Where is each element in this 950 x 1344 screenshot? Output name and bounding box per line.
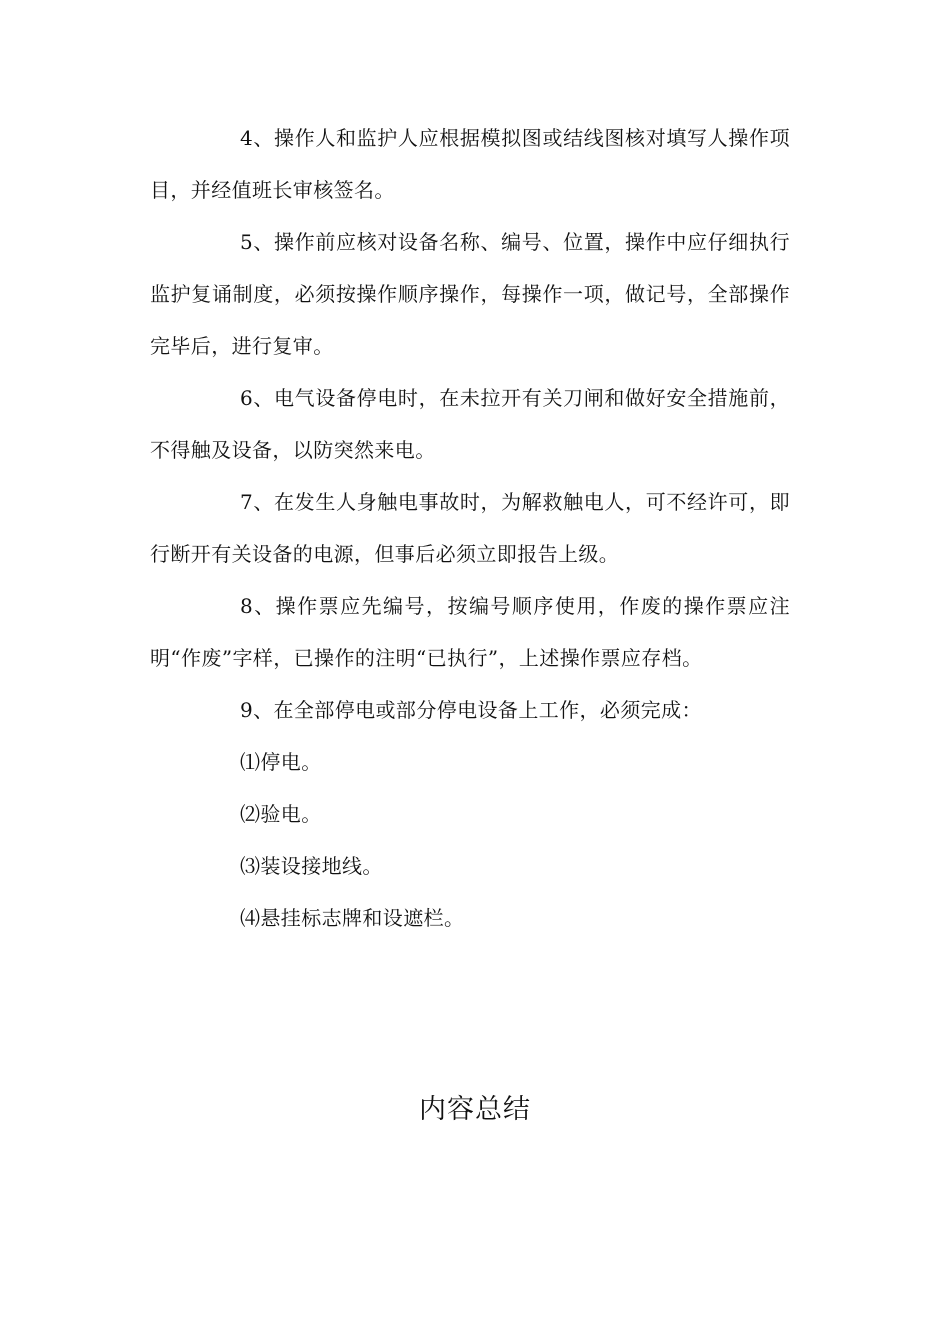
list-item-voltage-test: ⑵验电。 (240, 802, 322, 826)
paragraph-7: 7、在发生人身触电事故时，为解救触电人，可不经许可，即行断开有关设备的电源，但事后必须立即报告上级。 (150, 490, 790, 566)
paragraph-8: 8、操作票应先编号，按编号顺序使用，作废的操作票应注明“作废”字样，已操作的注明“已执行”，上述操作票应存档。 (150, 594, 790, 670)
paragraph-5: 5、操作前应核对设备名称、编号、位置，操作中应仔细执行监护复诵制度，必须按操作顺序操作，每操作一项，做记号，全部操作完毕后，进行复审。 (150, 230, 790, 358)
summary-heading: 内容总结 (419, 1094, 531, 1125)
paragraph-9: 9、在全部停电或部分停电设备上工作，必须完成： (240, 698, 702, 722)
list-item-signs-barriers: ⑷悬挂标志牌和设遮栏。 (240, 906, 465, 930)
list-item-power-off: ⑴停电。 (240, 750, 322, 774)
document-body (150, 112, 790, 944)
paragraph-6: 6、电气设备停电时，在未拉开有关刀闸和做好安全措施前，不得触及设备，以防突然来电。 (150, 386, 790, 462)
paragraph-4: 4、操作人和监护人应根据模拟图或结线图核对填写人操作项目，并经值班长审核签名。 (150, 126, 790, 202)
list-item-grounding: ⑶装设接地线。 (240, 854, 383, 878)
